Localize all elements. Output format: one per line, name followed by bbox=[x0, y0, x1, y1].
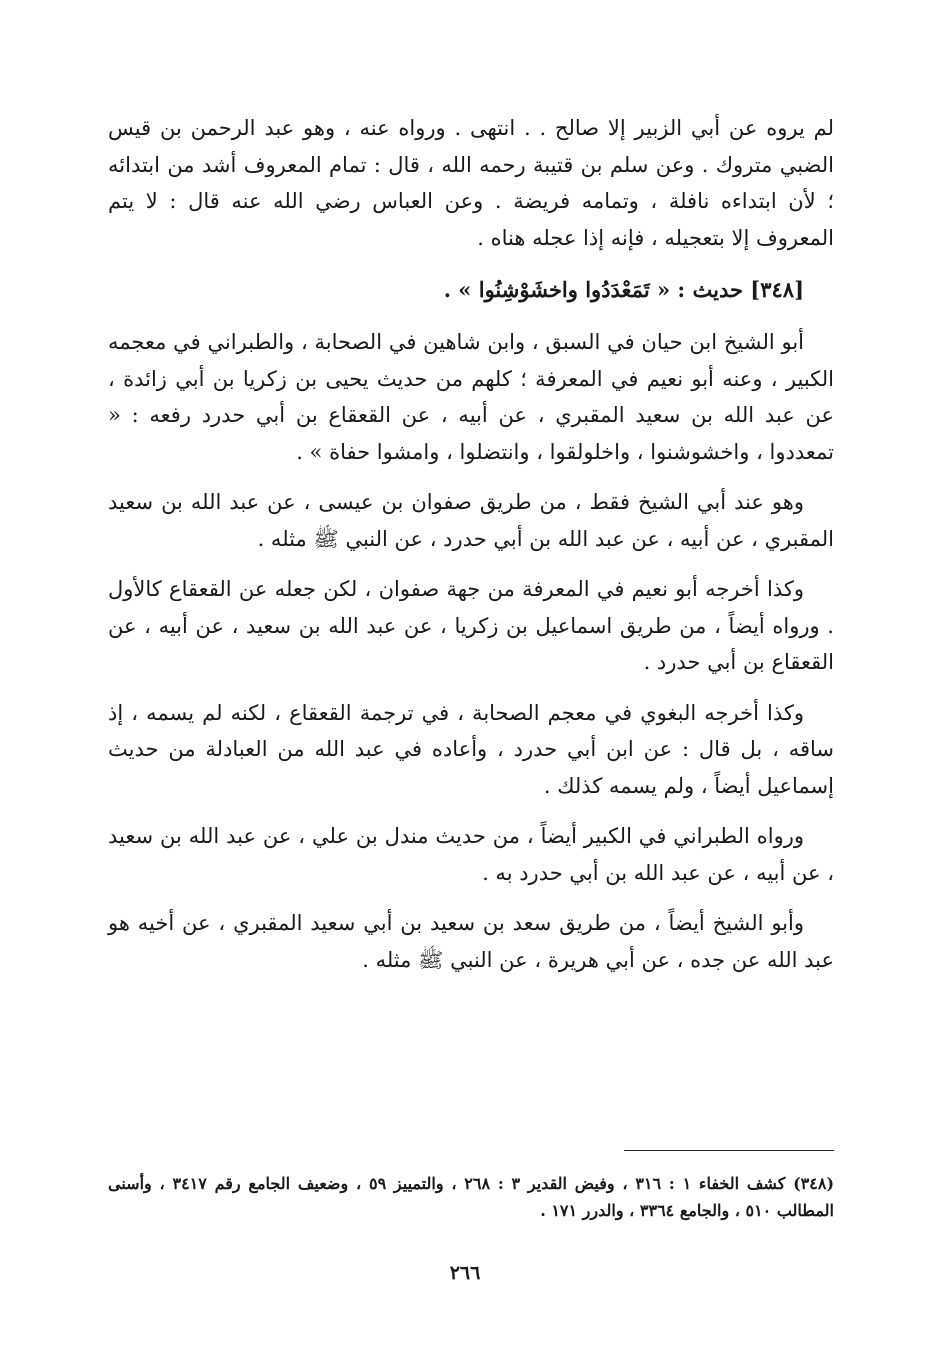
page-number: ٢٦٦ bbox=[449, 1262, 481, 1284]
paragraph-abu-shaykh-2: وأبو الشيخ أيضاً ، من طريق سعد بن سعيد بن أبي سعيد المقبري ، عن أخيه هو عبد الله عن جده ، عن أبي هريرة ، عن النبي ﷺ مثله . bbox=[108, 911, 834, 972]
paragraph-tabarani: ورواه الطبراني في الكبير أيضاً ، من حديث مندل بن علي ، عن عبد الله بن سعيد ، عن أبيه ، عن عبد الله بن أبي حدرد به . bbox=[108, 824, 834, 885]
main-text bbox=[108, 110, 834, 978]
spacer bbox=[108, 681, 834, 695]
spacer bbox=[108, 256, 834, 270]
paragraph-abu-nuaym: وكذا أخرجه أبو نعيم في المعرفة من جهة صفوان ، لكن جعله عن القعقاع كالأول . ورواه أيضاً ، من طريق اسماعيل بن زكريا ، عن عبد الله بن سعيد ، عن أبيه ، عن القعقاع بن أبي حدرد . bbox=[108, 577, 834, 674]
paragraph-baghawi: وكذا أخرجه البغوي في معجم الصحابة ، في ترجمة القعقاع ، لكنه لم يسمه ، إذ ساقه ، بل قال : عن ابن أبي حدرد ، وأعاده في عبد الله من العبادلة من حديث إسماعيل أيضاً ، ولم يسمه كذلك . bbox=[108, 700, 834, 798]
spacer bbox=[108, 470, 834, 484]
paragraph-intro: لم يروه عن أبي الزبير إلا صالح . . انتهى . ورواه عنه ، وهو عبد الرحمن بن قيس الضبي متروك . وعن سلم بن قتيبة رحمه الله ، قال : تمام المعروف أشد من ابتدائه ؛ لأن ابتداءه نافلة ، وتمامه فريضة . وعن العباس رضي الله عنه قال : لا يتم المعروف إلا بتعجيله ، فإنه إذا عجله هناه . bbox=[108, 116, 834, 250]
spacer bbox=[108, 557, 834, 571]
paragraph-abu-shaykh: وهو عند أبي الشيخ فقط ، من طريق صفوان بن عيسى ، عن عبد الله بن سعيد المقبري ، عن أبيه ، عن عبد الله بن أبي حدرد ، عن النبي ﷺ مثله . bbox=[108, 490, 834, 551]
paragraph-takhrij: أبو الشيخ ابن حيان في السبق ، وابن شاهين في الصحابة ، والطبراني في معجمه الكبير ، وعنه أبو نعيم في المعرفة ؛ كلهم من حديث يحيى بن زكريا بن أبي زائدة ، عن عبد الله بن سعيد المقبري ، عن أبيه ، عن القعقاع بن أبي حدرد رفعه : « تمعددوا ، واخشوشنوا ، واخلولقوا ، وانتضلوا ، وامشوا حفاة » . bbox=[108, 330, 834, 464]
spacer bbox=[108, 891, 834, 905]
footnote: (٣٤٨) كشف الخفاء ١ : ٣١٦ ، وفيض القدير ٣ : ٢٦٨ ، والتمييز ٥٩ ، وضعيف الجامع رقم ٣٤١٧ ، وأسنى المطالب ٥١٠ ، والجامع ٣٣٦٤ ، والدرر ١٧١ . bbox=[108, 1174, 835, 1220]
spacer bbox=[108, 804, 834, 818]
spacer bbox=[108, 310, 834, 324]
footnote-divider bbox=[624, 1150, 834, 1151]
hadith-heading: [٣٤٨] حديث : « تَمَعْدَدُوا واخشَوْشِنُوا » . bbox=[443, 277, 804, 302]
